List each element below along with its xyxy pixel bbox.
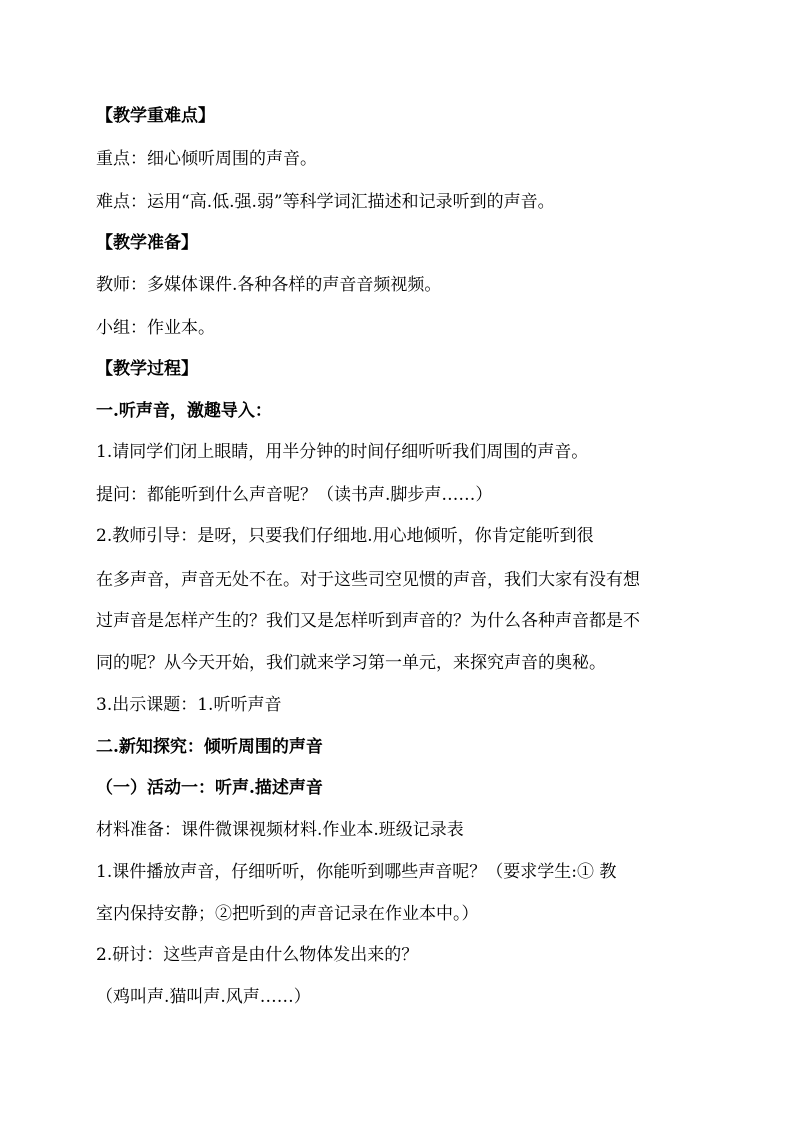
paragraph-difficult-point: 难点：运用“高.低.强.弱”等科学词汇描述和记录听到的声音。 xyxy=(96,192,555,212)
section-heading-key-points: 【教学重难点】 xyxy=(96,106,215,126)
section-heading-process: 【教学过程】 xyxy=(96,359,198,379)
paragraph-step-1: 1.请同学们闭上眼睛，用半分钟的时间仔细听听我们周围的声音。 xyxy=(96,442,589,462)
paragraph-materials: 材料准备：课件微课视频材料.作业本.班级记录表 xyxy=(96,820,464,840)
section-heading-preparation: 【教学准备】 xyxy=(96,233,198,253)
paragraph-step-2-line-4: 同的呢？从今天开始，我们就来学习第一单元，来探究声音的奥秘。 xyxy=(96,653,606,673)
paragraph-teacher-prep: 教师：多媒体课件.各种各样的声音音频视频。 xyxy=(96,275,442,295)
paragraph-question: 提问：都能听到什么声音呢？（读书声.脚步声……） xyxy=(96,485,493,505)
subheading-part-two: 二.新知探究：倾听周围的声音 xyxy=(96,737,323,757)
paragraph-group-prep: 小组：作业本。 xyxy=(96,318,215,338)
paragraph-step-2-line-2: 在多声音，声音无处不在。对于这些司空见惯的声音，我们大家有没有想 xyxy=(96,570,640,590)
paragraph-activity-answers: （鸡叫声.猫叫声.风声……） xyxy=(96,987,311,1007)
paragraph-activity-step-1-line-1: 1.课件播放声音，仔细听听，你能听到哪些声音呢？（要求学生:① 教 xyxy=(96,862,617,882)
subheading-part-one: 一.听声音，激趣导入： xyxy=(96,401,272,421)
paragraph-step-3: 3.出示课题：1.听听声音 xyxy=(96,695,282,715)
paragraph-step-2-line-1: 2.教师引导：是呀，只要我们仔细地.用心地倾听，你肯定能听到很 xyxy=(96,526,594,546)
paragraph-step-2-line-3: 过声音是怎样产生的？我们又是怎样听到声音的？为什么各种声音都是不 xyxy=(96,611,640,631)
paragraph-key-point: 重点：细心倾听周围的声音。 xyxy=(96,149,317,169)
subheading-activity-one: （一）活动一：听声.描述声音 xyxy=(96,778,323,798)
paragraph-activity-step-2: 2.研讨：这些声音是由什么物体发出来的？ xyxy=(96,945,419,965)
paragraph-activity-step-1-line-2: 室内保持安静；②把听到的声音记录在作业本中。） xyxy=(96,904,479,924)
